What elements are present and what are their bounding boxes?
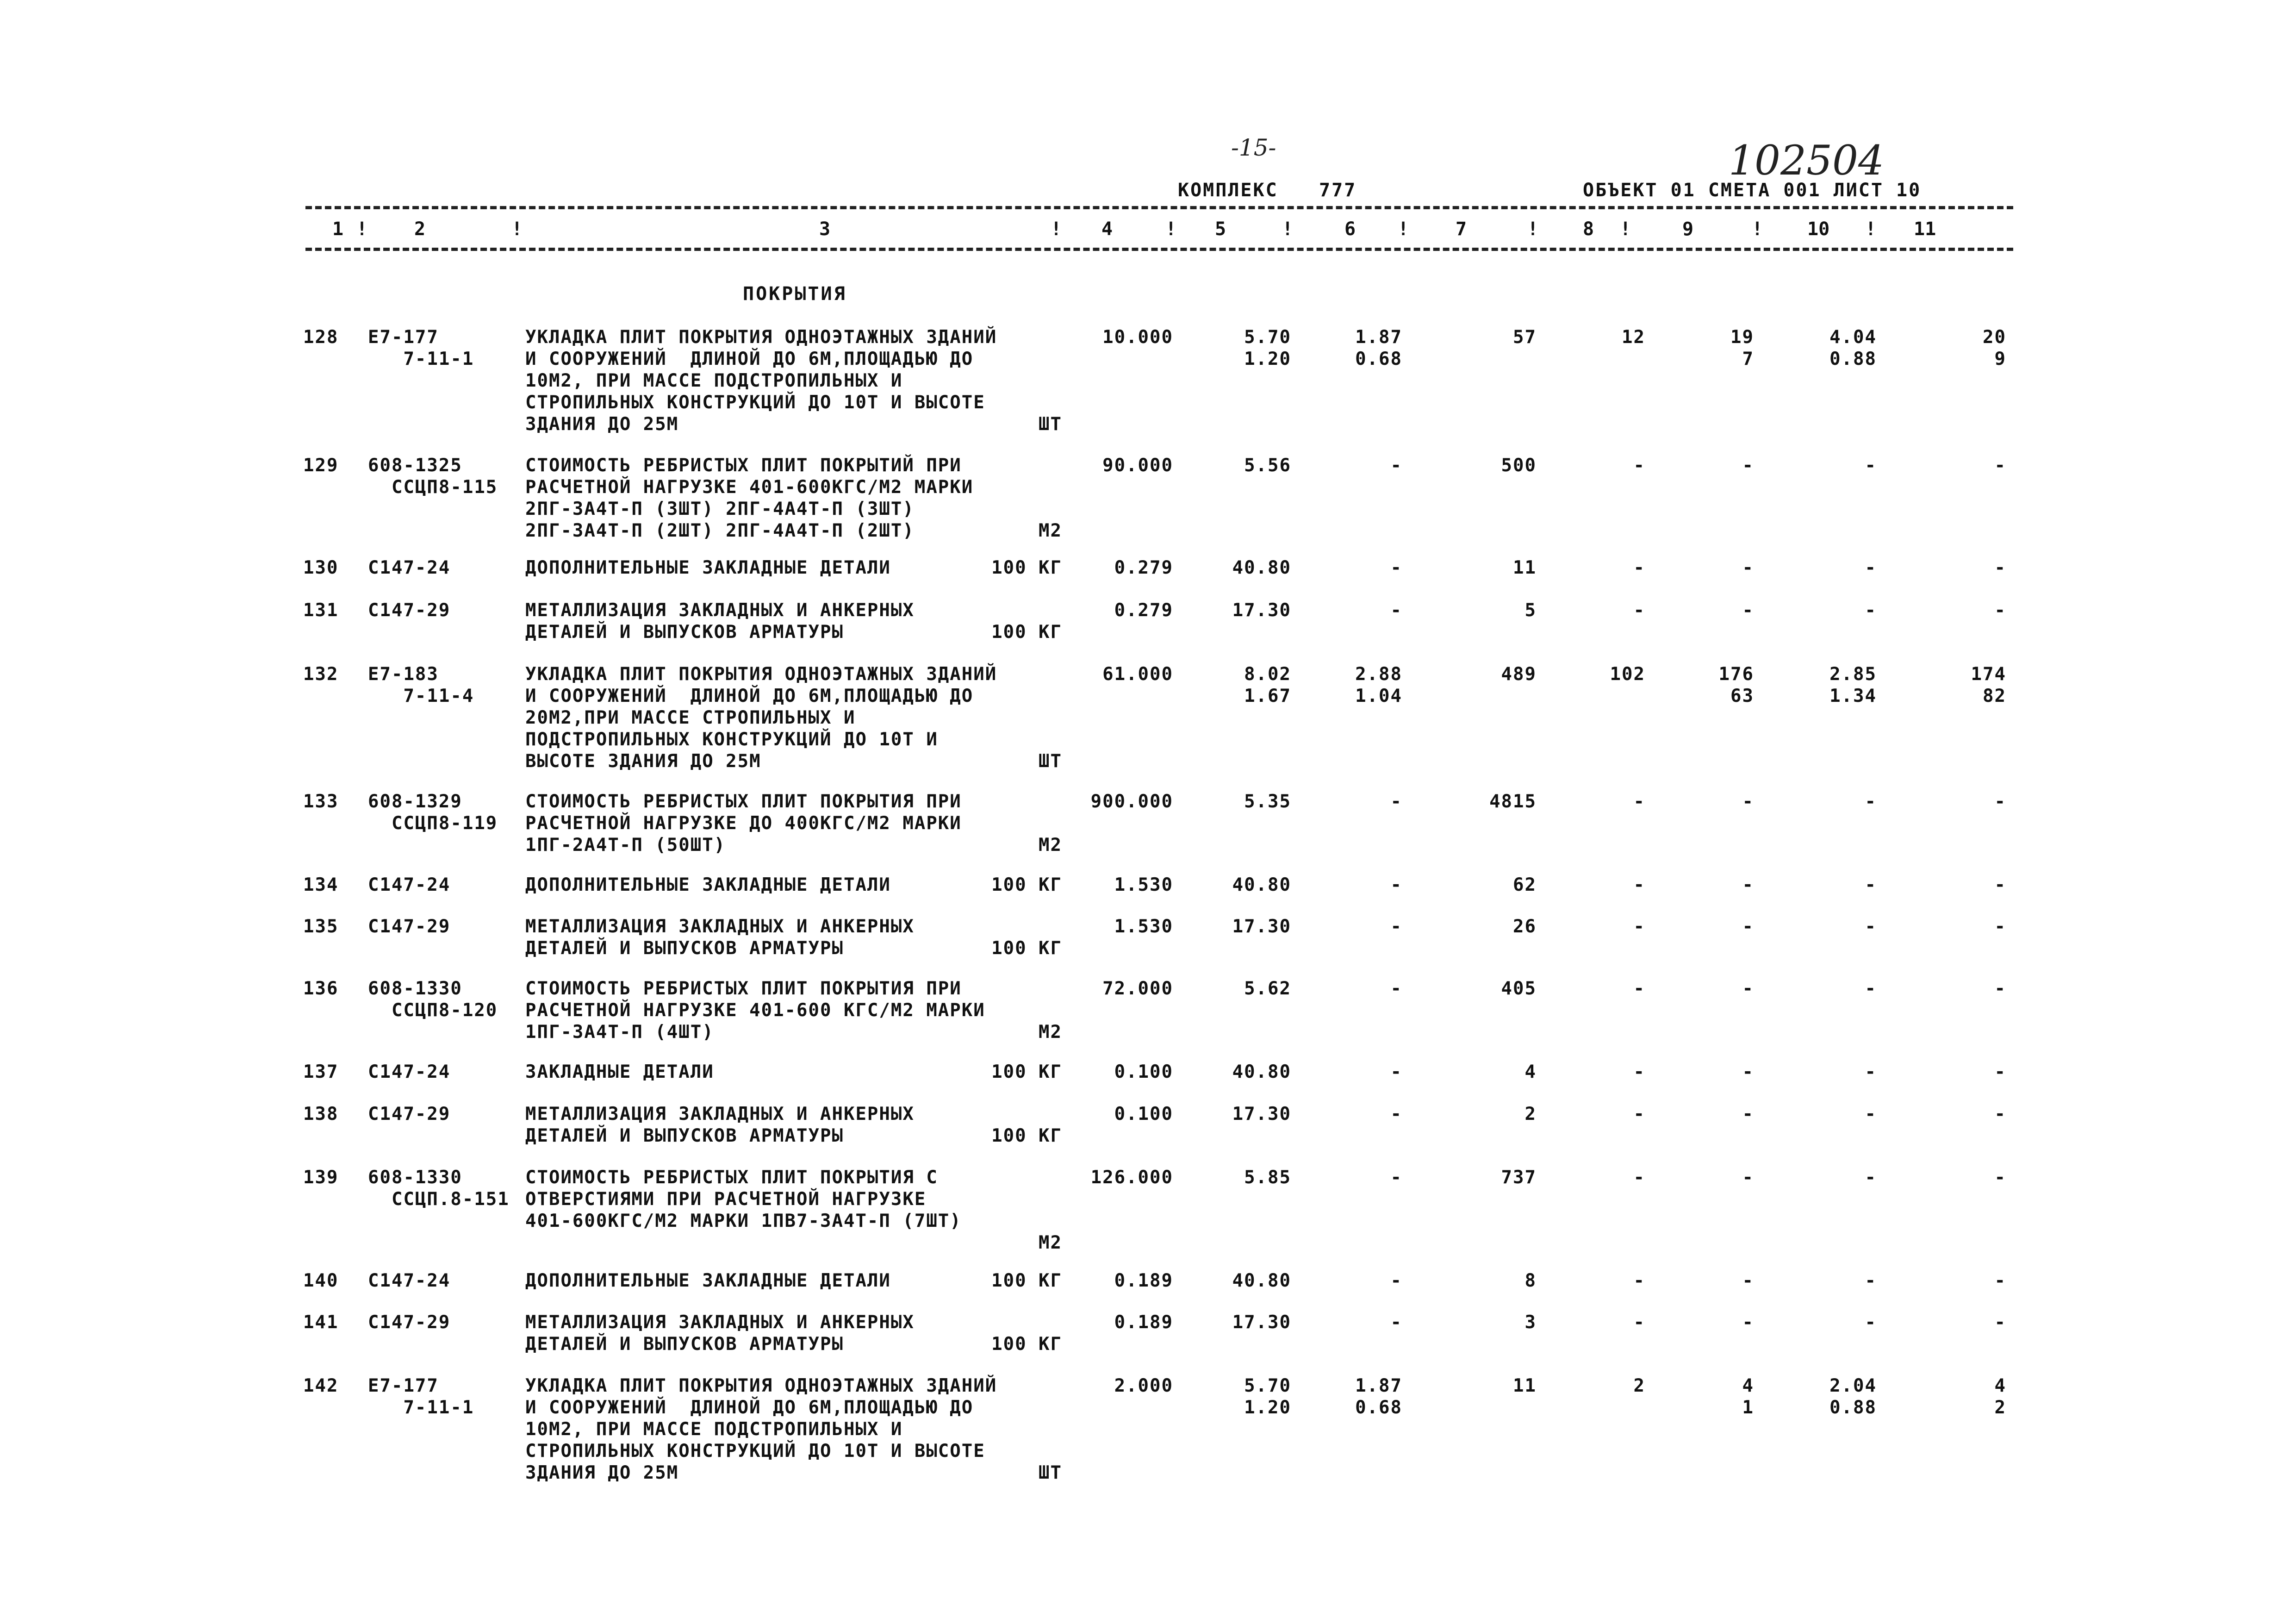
header-rule-bottom — [305, 248, 2013, 251]
unit: М2 — [1039, 835, 1062, 856]
column-number: 11 — [1914, 219, 1936, 240]
column-number: 8 — [1583, 219, 1594, 240]
price-code: С147-24 — [368, 557, 451, 578]
column-number: 4 — [1101, 219, 1113, 240]
quantity: 0.189 — [1114, 1270, 1173, 1291]
price-code: 608-1325 ССЦП8-115 — [368, 455, 498, 498]
price-code: Е7-177 7-11-1 — [368, 327, 474, 369]
column-separator: ! — [356, 219, 368, 240]
work-description: УКЛАДКА ПЛИТ ПОКРЫТИЯ ОДНОЭТАЖНЫХ ЗДАНИЙ И СООРУЖЕНИЙ ДЛИНОЙ ДО 6М,ПЛОЩАДЬЮ ДО 20М2,ПРИ МАССЕ СТРОПИЛЬНЫХ И ПОДСТРОПИЛЬНЫХ КОНСТРУКЦИЙ ДО 10Т И ВЫСОТЕ ЗДАНИЯ ДО 25М — [525, 664, 997, 772]
row-number: 134 — [303, 874, 339, 895]
col-5-value: 40.80 — [1232, 874, 1291, 895]
col-7-value: 26 — [1513, 916, 1537, 937]
work-description: СТОИМОСТЬ РЕБРИСТЫХ ПЛИТ ПОКРЫТИЯ ПРИ РАСЧЕТНОЙ НАГРУЗКЕ ДО 400КГС/М2 МАРКИ 1ПГ-2А4Т-П (50ШТ) — [525, 791, 962, 856]
price-code: 608-1330 ССЦП.8-151 — [368, 1167, 510, 1210]
work-description: МЕТАЛЛИЗАЦИЯ ЗАКЛАДНЫХ И АНКЕРНЫХ ДЕТАЛЕЙ И ВЫПУСКОВ АРМАТУРЫ — [525, 1104, 915, 1146]
work-description: ДОПОЛНИТЕЛЬНЫЕ ЗАКЛАДНЫЕ ДЕТАЛИ — [525, 557, 891, 578]
col-8-value: - — [1633, 600, 1645, 621]
col-8-value: - — [1633, 455, 1645, 476]
col-8-value: - — [1633, 1167, 1645, 1188]
col-9-value: - — [1742, 1104, 1754, 1124]
unit: ШТ — [1039, 751, 1062, 772]
col-10-value: 2.85 1.34 — [1829, 664, 1877, 706]
col-5-value: 17.30 — [1232, 600, 1291, 621]
col-6-value: - — [1390, 1062, 1402, 1082]
col-10-value: 4.04 0.88 — [1829, 327, 1877, 369]
col-11-value: - — [1994, 1062, 2006, 1082]
unit: М2 — [1039, 1232, 1062, 1253]
col-9-value: - — [1742, 1270, 1754, 1291]
col-5-value: 5.70 1.20 — [1244, 1375, 1291, 1418]
col-10-value: - — [1865, 1062, 1877, 1082]
col-7-value: 500 — [1501, 455, 1537, 476]
row-number: 137 — [303, 1062, 339, 1082]
quantity: 10.000 — [1102, 327, 1173, 348]
col-10-value: - — [1865, 874, 1877, 895]
work-description: УКЛАДКА ПЛИТ ПОКРЫТИЯ ОДНОЭТАЖНЫХ ЗДАНИЙ И СООРУЖЕНИЙ ДЛИНОЙ ДО 6М,ПЛОЩАДЬЮ ДО 10М2, ПРИ МАССЕ ПОДСТРОПИЛЬНЫХ И СТРОПИЛЬНЫХ КОНСТРУКЦИЙ ДО 10Т И ВЫСОТЕ ЗДАНИЯ ДО 25М — [525, 327, 997, 435]
col-8-value: - — [1633, 874, 1645, 895]
unit: М2 — [1039, 520, 1062, 541]
col-7-value: 57 — [1513, 327, 1537, 348]
column-separator: ! — [1620, 219, 1631, 240]
complex-value: 777 — [1319, 180, 1357, 201]
price-code: Е7-183 7-11-4 — [368, 664, 474, 706]
row-number: 132 — [303, 664, 339, 685]
quantity: 72.000 — [1102, 978, 1173, 999]
unit: 100 КГ — [991, 1125, 1062, 1146]
row-number: 140 — [303, 1270, 339, 1291]
unit: 100 КГ — [991, 938, 1062, 959]
col-5-value: 17.30 — [1232, 1312, 1291, 1333]
col-8-value: - — [1633, 1062, 1645, 1082]
col-8-value: 2 — [1633, 1375, 1645, 1396]
row-number: 129 — [303, 455, 339, 476]
col-9-value: - — [1742, 916, 1754, 937]
price-code: 608-1330 ССЦП8-120 — [368, 978, 498, 1021]
unit: ШТ — [1039, 1462, 1062, 1483]
price-code: С147-29 — [368, 1312, 451, 1333]
col-10-value: - — [1865, 978, 1877, 999]
col-5-value: 40.80 — [1232, 557, 1291, 578]
column-number: 7 — [1456, 219, 1467, 240]
column-number: 3 — [819, 219, 831, 240]
price-code: С147-24 — [368, 1062, 451, 1082]
col-10-value: 2.04 0.88 — [1829, 1375, 1877, 1418]
unit: 100 КГ — [991, 874, 1062, 895]
page-number: -15- — [1231, 134, 1276, 161]
col-7-value: 5 — [1524, 600, 1537, 621]
col-6-value: 1.87 0.68 — [1355, 327, 1402, 369]
col-5-value: 8.02 1.67 — [1244, 664, 1291, 706]
row-number: 131 — [303, 600, 339, 621]
row-number: 133 — [303, 791, 339, 812]
work-description: УКЛАДКА ПЛИТ ПОКРЫТИЯ ОДНОЭТАЖНЫХ ЗДАНИЙ И СООРУЖЕНИЙ ДЛИНОЙ ДО 6М,ПЛОЩАДЬЮ ДО 10М2, ПРИ МАССЕ ПОДСТРОПИЛЬНЫХ И СТРОПИЛЬНЫХ КОНСТРУКЦИЙ ДО 10Т И ВЫСОТЕ ЗДАНИЯ ДО 25М — [525, 1375, 997, 1483]
col-9-value: - — [1742, 1312, 1754, 1333]
col-9-value: 4 1 — [1742, 1375, 1754, 1418]
col-11-value: - — [1994, 557, 2006, 578]
col-5-value: 5.35 — [1244, 791, 1291, 812]
work-description: МЕТАЛЛИЗАЦИЯ ЗАКЛАДНЫХ И АНКЕРНЫХ ДЕТАЛЕЙ И ВЫПУСКОВ АРМАТУРЫ — [525, 916, 915, 959]
row-number: 130 — [303, 557, 339, 578]
object-sheet-ref: ОБЪЕКТ 01 СМЕТА 001 ЛИСТ 10 — [1583, 180, 1922, 201]
work-description: ДОПОЛНИТЕЛЬНЫЕ ЗАКЛАДНЫЕ ДЕТАЛИ — [525, 1270, 891, 1291]
quantity: 900.000 — [1090, 791, 1173, 812]
col-11-value: - — [1994, 1270, 2006, 1291]
col-6-value: - — [1390, 1104, 1402, 1124]
col-8-value: 12 — [1622, 327, 1645, 348]
unit: 100 КГ — [991, 622, 1062, 643]
column-separator: ! — [1527, 219, 1539, 240]
column-number: 10 — [1807, 219, 1830, 240]
col-9-value: - — [1742, 874, 1754, 895]
quantity: 1.530 — [1114, 874, 1173, 895]
row-number: 138 — [303, 1104, 339, 1124]
work-description: ЗАКЛАДНЫЕ ДЕТАЛИ — [525, 1062, 714, 1082]
column-separator: ! — [1752, 219, 1763, 240]
work-description: СТОИМОСТЬ РЕБРИСТЫХ ПЛИТ ПОКРЫТИЯ ПРИ РАСЧЕТНОЙ НАГРУЗКЕ 401-600 КГС/М2 МАРКИ 1ПГ-3А4Т-П (4ШТ) — [525, 978, 985, 1043]
quantity: 2.000 — [1114, 1375, 1173, 1396]
col-6-value: - — [1390, 1167, 1402, 1188]
col-6-value: - — [1390, 916, 1402, 937]
col-5-value: 40.80 — [1232, 1270, 1291, 1291]
col-11-value: - — [1994, 1104, 2006, 1124]
col-8-value: 102 — [1610, 664, 1645, 685]
col-11-value: - — [1994, 916, 2006, 937]
quantity: 0.100 — [1114, 1062, 1173, 1082]
quantity: 0.189 — [1114, 1312, 1173, 1333]
price-code: С147-24 — [368, 1270, 451, 1291]
col-8-value: - — [1633, 791, 1645, 812]
col-7-value: 4 — [1524, 1062, 1537, 1082]
col-8-value: - — [1633, 1104, 1645, 1124]
quantity: 0.100 — [1114, 1104, 1173, 1124]
col-11-value: 4 2 — [1994, 1375, 2006, 1418]
row-number: 141 — [303, 1312, 339, 1333]
column-separator: ! — [1865, 219, 1877, 240]
col-6-value: - — [1390, 978, 1402, 999]
col-9-value: - — [1742, 978, 1754, 999]
col-6-value: - — [1390, 874, 1402, 895]
unit: М2 — [1039, 1022, 1062, 1043]
col-10-value: - — [1865, 916, 1877, 937]
col-6-value: - — [1390, 791, 1402, 812]
quantity: 90.000 — [1102, 455, 1173, 476]
col-9-value: - — [1742, 600, 1754, 621]
col-11-value: - — [1994, 600, 2006, 621]
col-10-value: - — [1865, 1167, 1877, 1188]
quantity: 61.000 — [1102, 664, 1173, 685]
row-number: 139 — [303, 1167, 339, 1188]
col-5-value: 5.85 — [1244, 1167, 1291, 1188]
col-7-value: 737 — [1501, 1167, 1537, 1188]
unit: 100 КГ — [991, 1270, 1062, 1291]
col-7-value: 3 — [1524, 1312, 1537, 1333]
col-9-value: - — [1742, 1062, 1754, 1082]
col-11-value: 174 82 — [1971, 664, 2006, 706]
price-code: С147-29 — [368, 916, 451, 937]
quantity: 1.530 — [1114, 916, 1173, 937]
col-11-value: - — [1994, 1167, 2006, 1188]
col-7-value: 2 — [1524, 1104, 1537, 1124]
col-6-value: - — [1390, 1270, 1402, 1291]
col-6-value: - — [1390, 557, 1402, 578]
col-7-value: 8 — [1524, 1270, 1537, 1291]
col-11-value: - — [1994, 874, 2006, 895]
col-5-value: 5.56 — [1244, 455, 1291, 476]
price-code: 608-1329 ССЦП8-119 — [368, 791, 498, 834]
row-number: 136 — [303, 978, 339, 999]
column-separator: ! — [1282, 219, 1294, 240]
col-9-value: 176 63 — [1718, 664, 1754, 706]
unit: ШТ — [1039, 414, 1062, 435]
column-number: 6 — [1344, 219, 1356, 240]
col-9-value: - — [1742, 557, 1754, 578]
col-11-value: 20 9 — [1983, 327, 2006, 369]
complex-label: КОМПЛЕКС — [1178, 180, 1278, 201]
column-number: 5 — [1215, 219, 1226, 240]
col-10-value: - — [1865, 1270, 1877, 1291]
col-8-value: - — [1633, 1312, 1645, 1333]
quantity: 126.000 — [1090, 1167, 1173, 1188]
price-code: С147-29 — [368, 600, 451, 621]
unit: 100 КГ — [991, 557, 1062, 578]
col-5-value: 40.80 — [1232, 1062, 1291, 1082]
column-separator: ! — [1051, 219, 1062, 240]
price-code: С147-29 — [368, 1104, 451, 1124]
col-9-value: - — [1742, 455, 1754, 476]
header-rule-top — [305, 206, 2013, 209]
col-7-value: 405 — [1501, 978, 1537, 999]
handwritten-document-number: 102504 — [1729, 137, 1884, 184]
work-description: МЕТАЛЛИЗАЦИЯ ЗАКЛАДНЫХ И АНКЕРНЫХ ДЕТАЛЕЙ И ВЫПУСКОВ АРМАТУРЫ — [525, 600, 915, 643]
col-10-value: - — [1865, 1104, 1877, 1124]
price-code: С147-24 — [368, 874, 451, 895]
col-11-value: - — [1994, 1312, 2006, 1333]
section-title: ПОКРЫТИЯ — [743, 283, 847, 305]
col-10-value: - — [1865, 791, 1877, 812]
col-10-value: - — [1865, 557, 1877, 578]
column-separator: ! — [1398, 219, 1409, 240]
work-description: ДОПОЛНИТЕЛЬНЫЕ ЗАКЛАДНЫЕ ДЕТАЛИ — [525, 874, 891, 895]
work-description: МЕТАЛЛИЗАЦИЯ ЗАКЛАДНЫХ И АНКЕРНЫХ ДЕТАЛЕЙ И ВЫПУСКОВ АРМАТУРЫ — [525, 1312, 915, 1355]
col-8-value: - — [1633, 1270, 1645, 1291]
col-5-value: 5.70 1.20 — [1244, 327, 1291, 369]
col-7-value: 62 — [1513, 874, 1537, 895]
column-number: 2 — [414, 219, 426, 240]
price-code: Е7-177 7-11-1 — [368, 1375, 474, 1418]
col-10-value: - — [1865, 1312, 1877, 1333]
col-10-value: - — [1865, 600, 1877, 621]
work-description: СТОИМОСТЬ РЕБРИСТЫХ ПЛИТ ПОКРЫТИЙ ПРИ РАСЧЕТНОЙ НАГРУЗКЕ 401-600КГС/М2 МАРКИ 2ПГ-3А4Т-П (3ШТ) 2ПГ-4А4Т-П (3ШТ) 2ПГ-3А4Т-П (2ШТ) 2ПГ-4А4Т-П (2ШТ) — [525, 455, 974, 541]
col-6-value: - — [1390, 455, 1402, 476]
col-7-value: 4815 — [1489, 791, 1537, 812]
col-6-value: - — [1390, 1312, 1402, 1333]
unit: 100 КГ — [991, 1062, 1062, 1082]
work-description: СТОИМОСТЬ РЕБРИСТЫХ ПЛИТ ПОКРЫТИЯ С ОТВЕРСТИЯМИ ПРИ РАСЧЕТНОЙ НАГРУЗКЕ 401-600КГС/М2 МАРКИ 1ПВ7-3А4Т-П (7ШТ) — [525, 1167, 962, 1231]
col-8-value: - — [1633, 916, 1645, 937]
column-number: 1 — [332, 219, 344, 240]
col-5-value: 17.30 — [1232, 1104, 1291, 1124]
col-6-value: - — [1390, 600, 1402, 621]
col-9-value: 19 7 — [1730, 327, 1754, 369]
col-9-value: - — [1742, 1167, 1754, 1188]
unit: 100 КГ — [991, 1334, 1062, 1355]
col-8-value: - — [1633, 978, 1645, 999]
col-7-value: 11 — [1513, 557, 1537, 578]
column-separator: ! — [511, 219, 523, 240]
col-6-value: 2.88 1.04 — [1355, 664, 1402, 706]
col-11-value: - — [1994, 978, 2006, 999]
row-number: 142 — [303, 1375, 339, 1396]
col-7-value: 11 — [1513, 1375, 1537, 1396]
column-separator: ! — [1165, 219, 1177, 240]
col-10-value: - — [1865, 455, 1877, 476]
col-11-value: - — [1994, 791, 2006, 812]
col-6-value: 1.87 0.68 — [1355, 1375, 1402, 1418]
col-9-value: - — [1742, 791, 1754, 812]
col-11-value: - — [1994, 455, 2006, 476]
quantity: 0.279 — [1114, 557, 1173, 578]
col-8-value: - — [1633, 557, 1645, 578]
row-number: 135 — [303, 916, 339, 937]
column-number: 9 — [1682, 219, 1694, 240]
quantity: 0.279 — [1114, 600, 1173, 621]
col-5-value: 5.62 — [1244, 978, 1291, 999]
col-7-value: 489 — [1501, 664, 1537, 685]
row-number: 128 — [303, 327, 339, 348]
col-5-value: 17.30 — [1232, 916, 1291, 937]
